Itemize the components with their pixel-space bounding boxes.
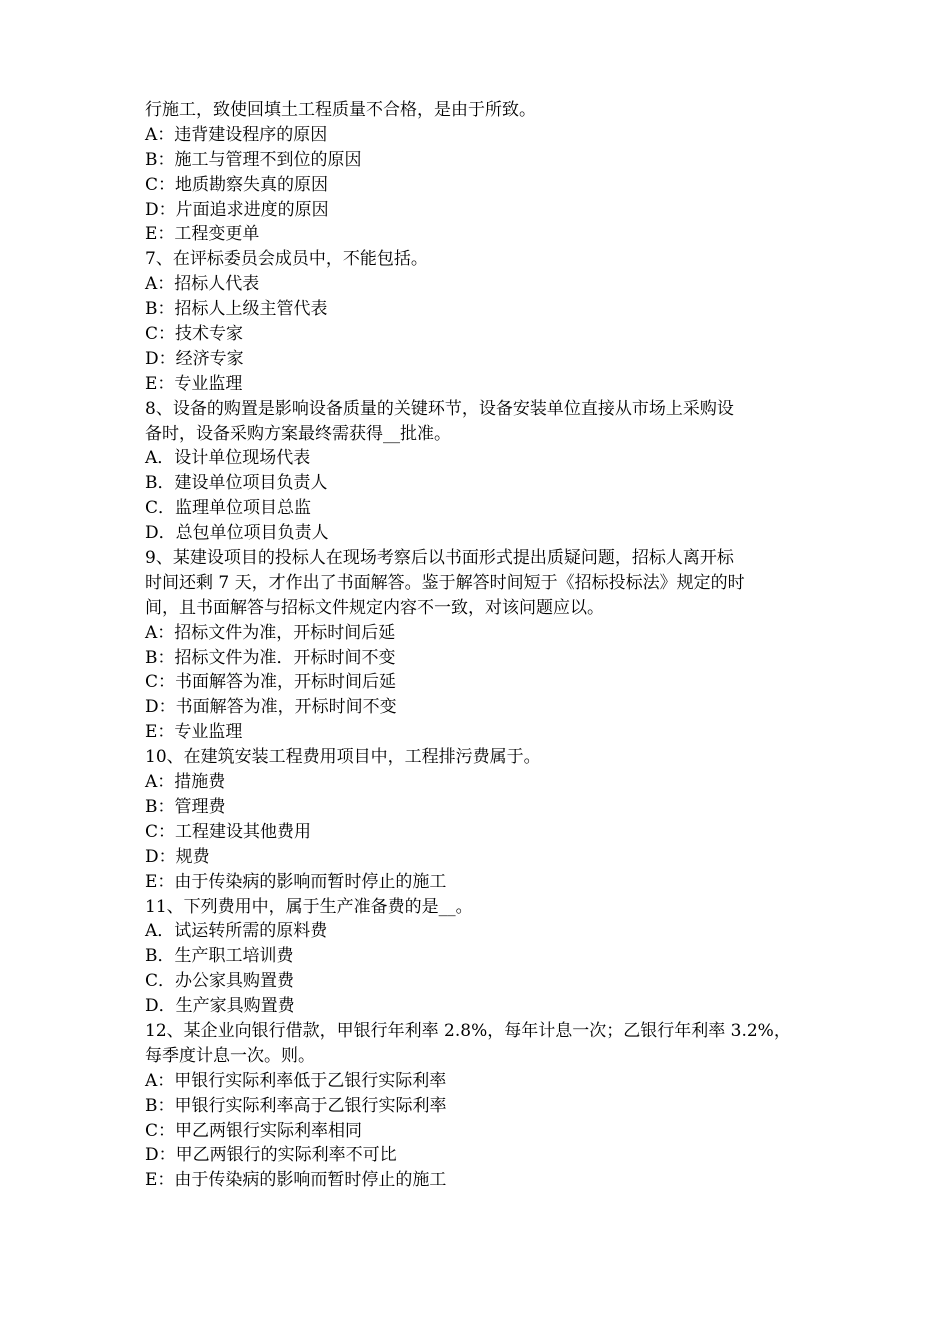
option-line: D：书面解答为准，开标时间不变 <box>145 697 397 718</box>
question-12: 12、某企业向银行借款，甲银行年利率 2.8%，每年计息一次；乙银行年利率 3.2%， <box>145 1020 791 1041</box>
option-line: E：专业监理 <box>145 373 243 394</box>
option-line: E：工程变更单 <box>145 224 260 245</box>
question-12-continued: 每季度计息一次。则。 <box>145 1045 315 1066</box>
option-line: A：违背建设程序的原因 <box>145 124 328 145</box>
option-line: D：片面追求进度的原因 <box>145 199 329 220</box>
question-9: 9、某建设项目的投标人在现场考察后以书面形式提出质疑问题，招标人离开标 <box>145 548 734 569</box>
option-line: D：经济专家 <box>145 348 244 369</box>
question-9-continued: 时间还剩 7 天，才作出了书面解答。鉴于解答时间短于《招标投标法》规定的时 <box>145 572 745 593</box>
option-line: C：工程建设其他费用 <box>145 821 312 842</box>
option-line: A：甲银行实际利率低于乙银行实际利率 <box>145 1070 447 1091</box>
option-line: B：甲银行实际利率高于乙银行实际利率 <box>145 1095 447 1116</box>
option-line: E：由于传染病的影响而暂时停止的施工 <box>145 871 447 892</box>
option-line: D．生产家具购置费 <box>145 996 295 1017</box>
option-line: B：招标人上级主管代表 <box>145 299 328 320</box>
option-line: B．生产职工培训费 <box>145 946 294 967</box>
option-line: C：地质勘察失真的原因 <box>145 174 329 195</box>
option-line: B：管理费 <box>145 796 226 817</box>
text-line: 行施工，致使回填土工程质量不合格，是由于所致。 <box>145 100 536 120</box>
option-line: D：规费 <box>145 846 210 867</box>
question-8: 8、设备的购置是影响设备质量的关键环节，设备安装单位直接从市场上采购设 <box>145 398 734 419</box>
option-line: D：甲乙两银行的实际利率不可比 <box>145 1145 397 1166</box>
option-line: A：招标人代表 <box>145 274 260 295</box>
option-line: C．监理单位项目总监 <box>145 498 312 519</box>
option-line: E：由于传染病的影响而暂时停止的施工 <box>145 1170 447 1191</box>
option-line: E：专业监理 <box>145 722 243 743</box>
option-line: B：施工与管理不到位的原因 <box>145 149 362 170</box>
option-line: D．总包单位项目负责人 <box>145 523 329 544</box>
option-line: C：甲乙两银行实际利率相同 <box>145 1120 363 1141</box>
question-8-continued: 备时，设备采购方案最终需获得__批准。 <box>145 423 451 444</box>
option-line: A：招标文件为准，开标时间后延 <box>145 622 396 643</box>
question-10: 10、在建筑安装工程费用项目中，工程排污费属于。 <box>145 747 541 768</box>
question-11: 11、下列费用中，属于生产准备费的是__。 <box>145 896 473 917</box>
option-line: C．办公家具购置费 <box>145 971 295 992</box>
option-line: A．设计单位现场代表 <box>145 448 311 469</box>
document-body <box>145 98 825 1193</box>
option-line: C：书面解答为准，开标时间后延 <box>145 672 397 693</box>
question-9-continued: 间，且书面解答与招标文件规定内容不一致，对该问题应以。 <box>145 597 604 618</box>
option-line: B：招标文件为准．开标时间不变 <box>145 647 396 668</box>
option-line: C：技术专家 <box>145 324 244 345</box>
option-line: A：措施费 <box>145 772 226 793</box>
option-line: B．建设单位项目负责人 <box>145 473 328 494</box>
option-line: A．试运转所需的原料费 <box>145 921 328 942</box>
question-7: 7、在评标委员会成员中，不能包括。 <box>145 249 428 270</box>
